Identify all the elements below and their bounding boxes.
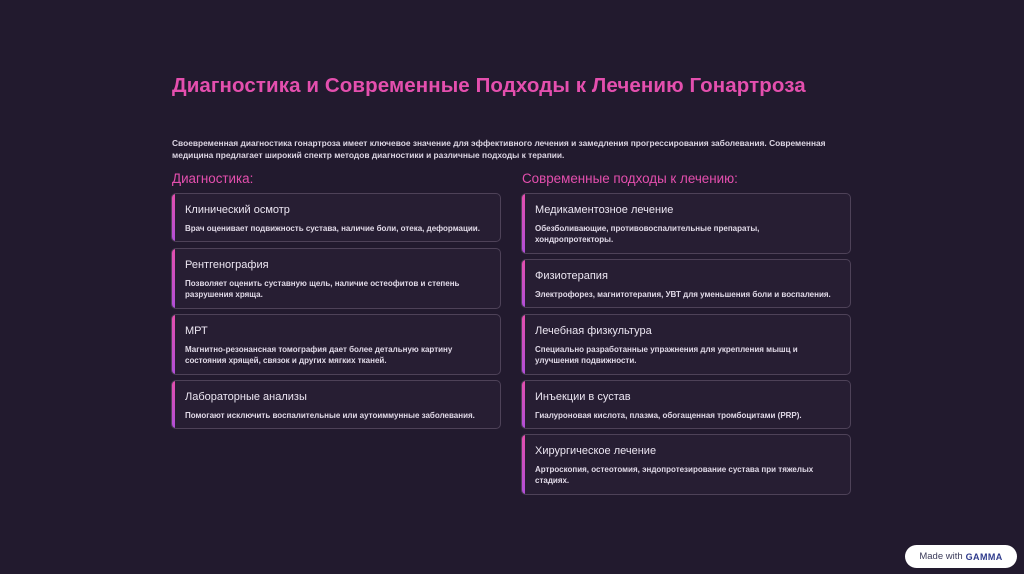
treatment-card-injections: [521, 380, 851, 429]
card-title: Рентгенография: [185, 259, 269, 271]
card-title: Лечебная физкультура: [535, 325, 652, 337]
diagnostics-card-mri: [171, 314, 501, 375]
diagnostics-card-lab-tests: [171, 380, 501, 429]
card-text: Помогают исключить воспалительные или аутоиммунные заболевания.: [185, 411, 475, 420]
card-title: МРТ: [185, 325, 208, 337]
card-text: Обезболивающие, противовоспалительные препараты, хондропротекторы.: [535, 224, 760, 244]
card-text: Позволяет оценить суставную щель, наличие остеофитов и степень разрушения хряща.: [185, 279, 460, 299]
badge-prefix: Made with: [919, 551, 963, 562]
treatment-card-surgery: [521, 434, 851, 495]
card-text: Гиалуроновая кислота, плазма, обогащенная тромбоцитами (PRP).: [535, 411, 802, 420]
treatment-card-physiotherapy: [521, 259, 851, 308]
card-title: Клинический осмотр: [185, 204, 290, 216]
card-text: Специально разработанные упражнения для укрепления мышц и улучшения подвижности.: [535, 345, 798, 365]
page-title: Диагностика и Современные Подходы к Лечению Гонартроза: [172, 74, 806, 97]
gamma-logo: GAMMA: [965, 551, 1003, 562]
card-text: Электрофорез, магнитотерапия, УВТ для уменьшения боли и воспаления.: [535, 290, 831, 299]
made-with-gamma-badge[interactable]: [905, 545, 1017, 568]
treatment-heading: Современные подходы к лечению:: [522, 171, 738, 186]
card-title: Лабораторные анализы: [185, 391, 307, 403]
card-title: Хирургическое лечение: [535, 445, 657, 457]
diagnostics-heading: Диагностика:: [172, 171, 254, 186]
card-text: Артроскопия, остеотомия, эндопротезирование сустава при тяжелых стадиях.: [535, 465, 814, 485]
treatment-card-medication: [521, 193, 851, 254]
card-text: Магнитно-резонансная томография дает более детальную картину состояния хрящей, связок и других мягких тканей.: [185, 345, 453, 365]
diagnostics-card-clinical-exam: [171, 193, 501, 242]
card-title: Инъекции в сустав: [535, 391, 631, 403]
treatment-card-exercise: [521, 314, 851, 375]
card-title: Медикаментозное лечение: [535, 204, 674, 216]
intro-paragraph: Своевременная диагностика гонартроза имеет ключевое значение для эффективного лечения и замедления прогрессирования заболевания. Современная медицина предлагает широкий спектр методов диагностики и различные подходы к терапии.: [172, 138, 826, 160]
card-title: Физиотерапия: [535, 270, 608, 282]
diagnostics-card-xray: [171, 248, 501, 309]
card-text: Врач оценивает подвижность сустава, наличие боли, отека, деформации.: [185, 224, 480, 233]
